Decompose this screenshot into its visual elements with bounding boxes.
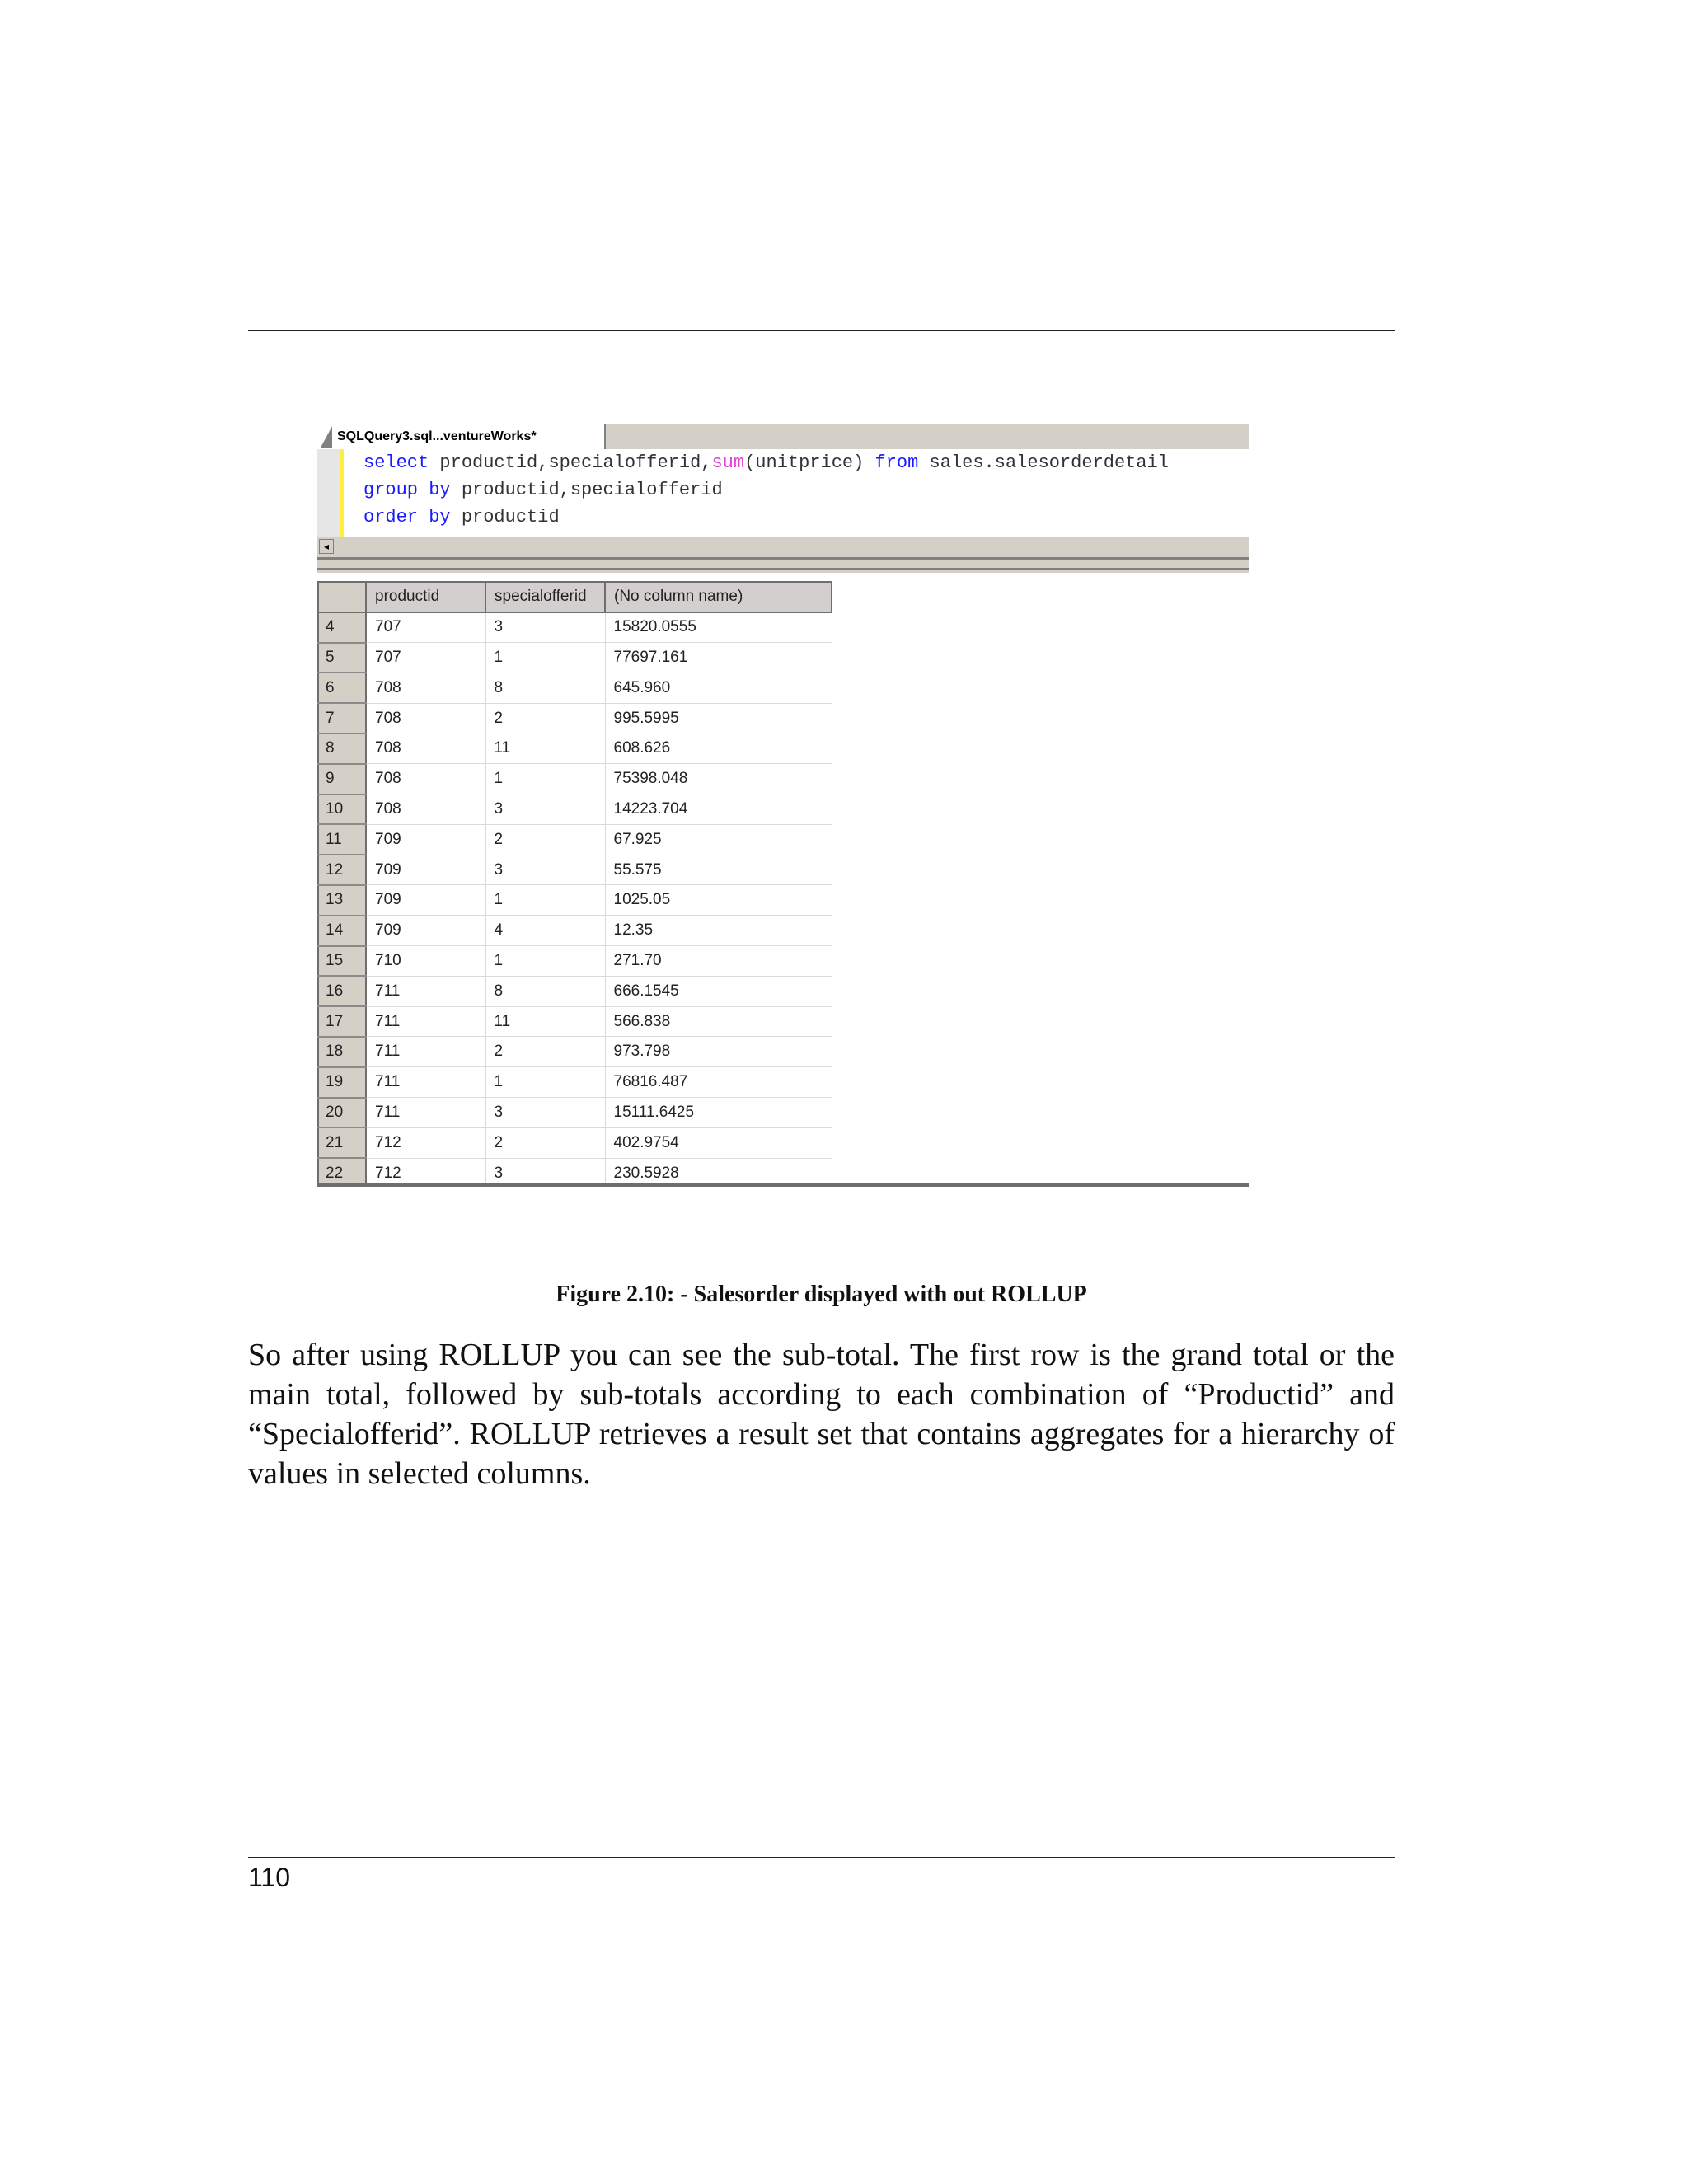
- row-number[interactable]: 5: [318, 643, 366, 673]
- cell-specialofferid[interactable]: 1: [485, 946, 605, 977]
- keyword-select: select: [363, 452, 429, 473]
- table-row: [318, 1037, 832, 1067]
- cell-specialofferid[interactable]: 1: [485, 764, 605, 794]
- pane-splitter[interactable]: [317, 555, 1249, 573]
- cell-productid[interactable]: 711: [366, 1006, 485, 1037]
- cell-total[interactable]: 271.70: [605, 946, 832, 977]
- row-number[interactable]: 9: [318, 764, 366, 794]
- editor-gutter: [317, 449, 344, 548]
- cell-productid[interactable]: 708: [366, 733, 485, 764]
- table-row: [318, 673, 832, 703]
- row-number[interactable]: 20: [318, 1098, 366, 1128]
- editor-horizontal-scrollbar[interactable]: [317, 537, 1249, 556]
- cell-total[interactable]: 973.798: [605, 1037, 832, 1067]
- table-row: [318, 1067, 832, 1098]
- table-row: [318, 1098, 832, 1128]
- row-number[interactable]: 4: [318, 612, 366, 643]
- row-number[interactable]: 12: [318, 855, 366, 885]
- cell-productid[interactable]: 707: [366, 612, 485, 643]
- query-text: (unitprice): [744, 452, 875, 473]
- cell-productid[interactable]: 708: [366, 764, 485, 794]
- query-editor[interactable]: [317, 449, 1249, 548]
- keyword-group-by: group by: [363, 480, 451, 500]
- cell-specialofferid[interactable]: 8: [485, 673, 605, 703]
- cell-productid[interactable]: 711: [366, 1037, 485, 1067]
- cell-total[interactable]: 55.575: [605, 855, 832, 885]
- function-sum: sum: [711, 452, 745, 473]
- scroll-left-arrow-icon[interactable]: ◂: [319, 539, 334, 554]
- table-row: [318, 733, 832, 764]
- cell-productid[interactable]: 708: [366, 794, 485, 825]
- keyword-order-by: order by: [363, 507, 451, 527]
- cell-specialofferid[interactable]: 3: [485, 1098, 605, 1128]
- cell-productid[interactable]: 708: [366, 703, 485, 733]
- cell-productid[interactable]: 709: [366, 824, 485, 855]
- row-number[interactable]: 13: [318, 885, 366, 916]
- query-text: productid,specialofferid,: [429, 452, 712, 473]
- row-number[interactable]: 19: [318, 1067, 366, 1098]
- row-number[interactable]: 18: [318, 1037, 366, 1067]
- table-row: [318, 612, 832, 643]
- keyword-from: from: [874, 452, 919, 473]
- results-grid: [317, 581, 832, 1187]
- cell-total[interactable]: 14223.704: [605, 794, 832, 825]
- query-tab[interactable]: [317, 424, 606, 449]
- cell-productid[interactable]: 709: [366, 916, 485, 946]
- cell-productid[interactable]: 711: [366, 976, 485, 1006]
- cell-specialofferid[interactable]: 11: [485, 1006, 605, 1037]
- query-text: productid: [450, 507, 560, 527]
- cell-specialofferid[interactable]: 3: [485, 855, 605, 885]
- tab-corner: [321, 426, 332, 448]
- cell-productid[interactable]: 709: [366, 855, 485, 885]
- cell-specialofferid[interactable]: 8: [485, 976, 605, 1006]
- table-row: [318, 855, 832, 885]
- cell-total[interactable]: 666.1545: [605, 976, 832, 1006]
- grid-bottom-edge: [317, 1183, 1249, 1187]
- row-number[interactable]: 17: [318, 1006, 366, 1037]
- grid-corner-cell[interactable]: [318, 582, 366, 612]
- cell-specialofferid[interactable]: 1: [485, 1067, 605, 1098]
- cell-productid[interactable]: 712: [366, 1127, 485, 1158]
- cell-total[interactable]: 15820.0555: [605, 612, 832, 643]
- cell-total[interactable]: 12.35: [605, 916, 832, 946]
- cell-productid[interactable]: 709: [366, 885, 485, 916]
- cell-specialofferid[interactable]: 3: [485, 794, 605, 825]
- cell-total[interactable]: 1025.05: [605, 885, 832, 916]
- row-number[interactable]: 14: [318, 916, 366, 946]
- table-row: [318, 976, 832, 1006]
- cell-total[interactable]: 75398.048: [605, 764, 832, 794]
- body-paragraph: So after using ROLLUP you can see the sub-total. The first row is the grand total or the main total, followed by sub-totals according to each combination of “Productid” and “Specialofferid”. ROLLUP retrieves a result set that contains aggregates for a hierarchy of values in selected columns.: [248, 1338, 1395, 1491]
- splitter-line: [317, 568, 1249, 570]
- row-number[interactable]: 8: [318, 733, 366, 764]
- row-number[interactable]: 7: [318, 703, 366, 733]
- row-number[interactable]: 6: [318, 673, 366, 703]
- cell-specialofferid[interactable]: 2: [485, 1037, 605, 1067]
- row-number[interactable]: 11: [318, 824, 366, 855]
- query-text: productid,specialofferid: [450, 480, 723, 500]
- cell-total[interactable]: 995.5995: [605, 703, 832, 733]
- cell-specialofferid[interactable]: 1: [485, 885, 605, 916]
- cell-specialofferid[interactable]: 2: [485, 1127, 605, 1158]
- query-text: sales.salesorderdetail: [918, 452, 1169, 473]
- cell-total[interactable]: 230.5928: [605, 1158, 832, 1187]
- column-header-total[interactable]: (No column name): [605, 582, 832, 612]
- table-row: [318, 643, 832, 673]
- column-header-specialofferid[interactable]: specialofferid: [485, 582, 605, 612]
- table-row: [318, 946, 832, 977]
- query-tab-title: SQLQuery3.sql...ventureWorks*: [337, 429, 537, 443]
- query-line-1: [363, 452, 1169, 473]
- cell-total[interactable]: 402.9754: [605, 1127, 832, 1158]
- cell-total[interactable]: 77697.161: [605, 643, 832, 673]
- table-row: [318, 794, 832, 825]
- page-number: 110: [248, 1863, 291, 1892]
- row-number[interactable]: 22: [318, 1158, 366, 1187]
- cell-specialofferid[interactable]: 4: [485, 916, 605, 946]
- cell-specialofferid[interactable]: 2: [485, 703, 605, 733]
- table-row: [318, 1158, 832, 1187]
- query-line-3: [363, 507, 560, 527]
- table-row: [318, 916, 832, 946]
- cell-productid[interactable]: 710: [366, 946, 485, 977]
- row-number[interactable]: 21: [318, 1127, 366, 1158]
- row-number[interactable]: 15: [318, 946, 366, 977]
- tab-bar: [317, 424, 1249, 449]
- table-row: [318, 1127, 832, 1158]
- table-row: [318, 824, 832, 855]
- row-number[interactable]: 10: [318, 794, 366, 825]
- footer-rule: [248, 1857, 1395, 1858]
- cell-specialofferid[interactable]: 11: [485, 733, 605, 764]
- figure-caption: Figure 2.10: - Salesorder displayed with out ROLLUP: [556, 1282, 1087, 1307]
- splitter-line: [317, 557, 1249, 560]
- cell-specialofferid[interactable]: 1: [485, 643, 605, 673]
- cell-specialofferid[interactable]: 3: [485, 612, 605, 643]
- table-row: [318, 764, 832, 794]
- cell-total[interactable]: 645.960: [605, 673, 832, 703]
- query-line-2: [363, 480, 723, 500]
- table-row: [318, 885, 832, 916]
- table-row: [318, 703, 832, 733]
- cell-productid[interactable]: 708: [366, 673, 485, 703]
- cell-total[interactable]: 608.626: [605, 733, 832, 764]
- cell-productid[interactable]: 711: [366, 1098, 485, 1128]
- table-row: [318, 1006, 832, 1037]
- cell-specialofferid[interactable]: 3: [485, 1158, 605, 1187]
- row-number[interactable]: 16: [318, 976, 366, 1006]
- header-rule: [248, 330, 1395, 331]
- column-header-productid[interactable]: productid: [366, 582, 485, 612]
- cell-total[interactable]: 76816.487: [605, 1067, 832, 1098]
- cell-productid[interactable]: 707: [366, 643, 485, 673]
- cell-specialofferid[interactable]: 2: [485, 824, 605, 855]
- cell-total[interactable]: 15111.6425: [605, 1098, 832, 1128]
- sql-query-screenshot: [317, 424, 1249, 1187]
- cell-productid[interactable]: 712: [366, 1158, 485, 1187]
- cell-total[interactable]: 67.925: [605, 824, 832, 855]
- grid-header-row: [318, 582, 832, 612]
- cell-total[interactable]: 566.838: [605, 1006, 832, 1037]
- cell-productid[interactable]: 711: [366, 1067, 485, 1098]
